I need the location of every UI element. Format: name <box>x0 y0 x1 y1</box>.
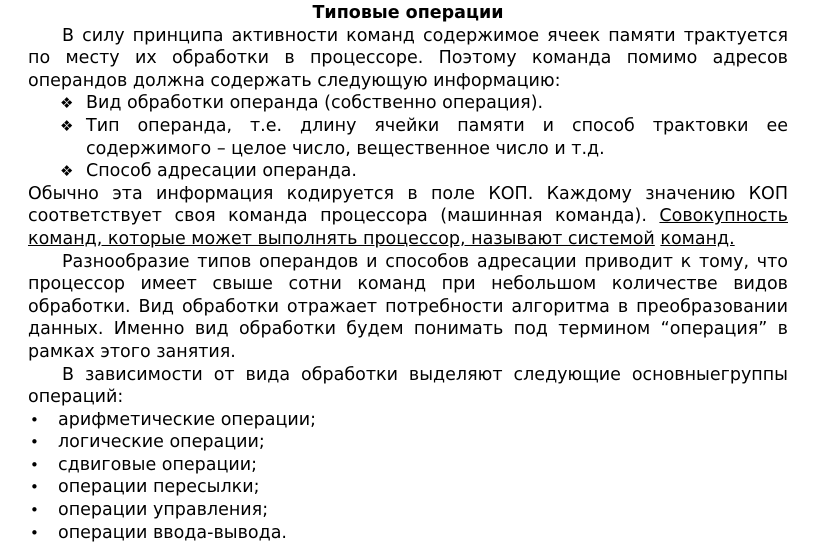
list-item <box>28 409 788 432</box>
diamond-bullet-icon: ❖ <box>60 116 74 135</box>
bullet-icon: • <box>30 523 39 542</box>
list-item-text: Способ адресации операнда. <box>86 161 357 182</box>
list-item <box>28 92 788 115</box>
list-item-text: операции ввода-вывода. <box>58 522 287 543</box>
bullet-icon: • <box>30 433 39 452</box>
list-item-text: сдвиговые операции; <box>58 454 258 475</box>
list-item-text: Тип операнда, т.е. длину ячейки памяти и способ трактовки ее содержимого – целое число, вещественное число и т.д. <box>86 115 788 159</box>
list-item-text: логические операции; <box>58 432 265 453</box>
paragraph-kop-text: Обычно эта информация кодируется в поле КОП. Каждому значению КОП соответствует своя команда процессора (машинная команда). <box>28 183 788 227</box>
list-item <box>28 499 788 522</box>
list-item <box>28 431 788 454</box>
bullet-icon: • <box>30 410 39 429</box>
list-item <box>28 160 788 183</box>
paragraph-intro: В силу принципа активности команд содержимое ячеек памяти трактуется по месту их обработки в процессоре. Поэтому команда помимо адресов операндов должна содержать следующую информацию: <box>28 25 788 91</box>
operation-groups-list <box>28 409 788 544</box>
list-item-text: Вид обработки операнда (собственно операция). <box>86 93 544 114</box>
list-item-text: операции пересылки; <box>58 477 260 498</box>
page-title: Типовые операции <box>312 3 504 23</box>
diamond-bullet-icon: ❖ <box>60 162 74 181</box>
diamond-bullet-icon: ❖ <box>60 94 74 113</box>
definition-underlined-end: команд. <box>660 228 735 249</box>
list-item <box>28 115 788 160</box>
list-item <box>28 476 788 499</box>
paragraph-kop <box>28 183 788 251</box>
list-item-text: арифметические операции; <box>58 409 317 430</box>
definition-underlined: Совокупность команд, которые может выполнять процессор, называют системой <box>28 206 788 249</box>
paragraph-groups-intro: В зависимости от вида обработки выделяют следующие основныегруппы операций: <box>28 364 788 408</box>
list-item <box>28 454 788 477</box>
list-item-text: операции управления; <box>58 500 269 521</box>
paragraph-variety: Разнообразие типов операндов и способов адресации приводит к тому, что процессор имеет свыше сотни команд при небольшом количестве видов обработки. Вид обработки отражает потребности алгоритма в преобразовании данных. Именно вид обработки будем понимать под термином “операция” в рамках этого занятия. <box>28 251 788 362</box>
list-item <box>28 522 788 544</box>
document-page <box>28 0 788 544</box>
info-list <box>28 92 788 182</box>
bullet-icon: • <box>30 501 39 520</box>
bullet-icon: • <box>30 455 39 474</box>
bullet-icon: • <box>30 478 39 497</box>
